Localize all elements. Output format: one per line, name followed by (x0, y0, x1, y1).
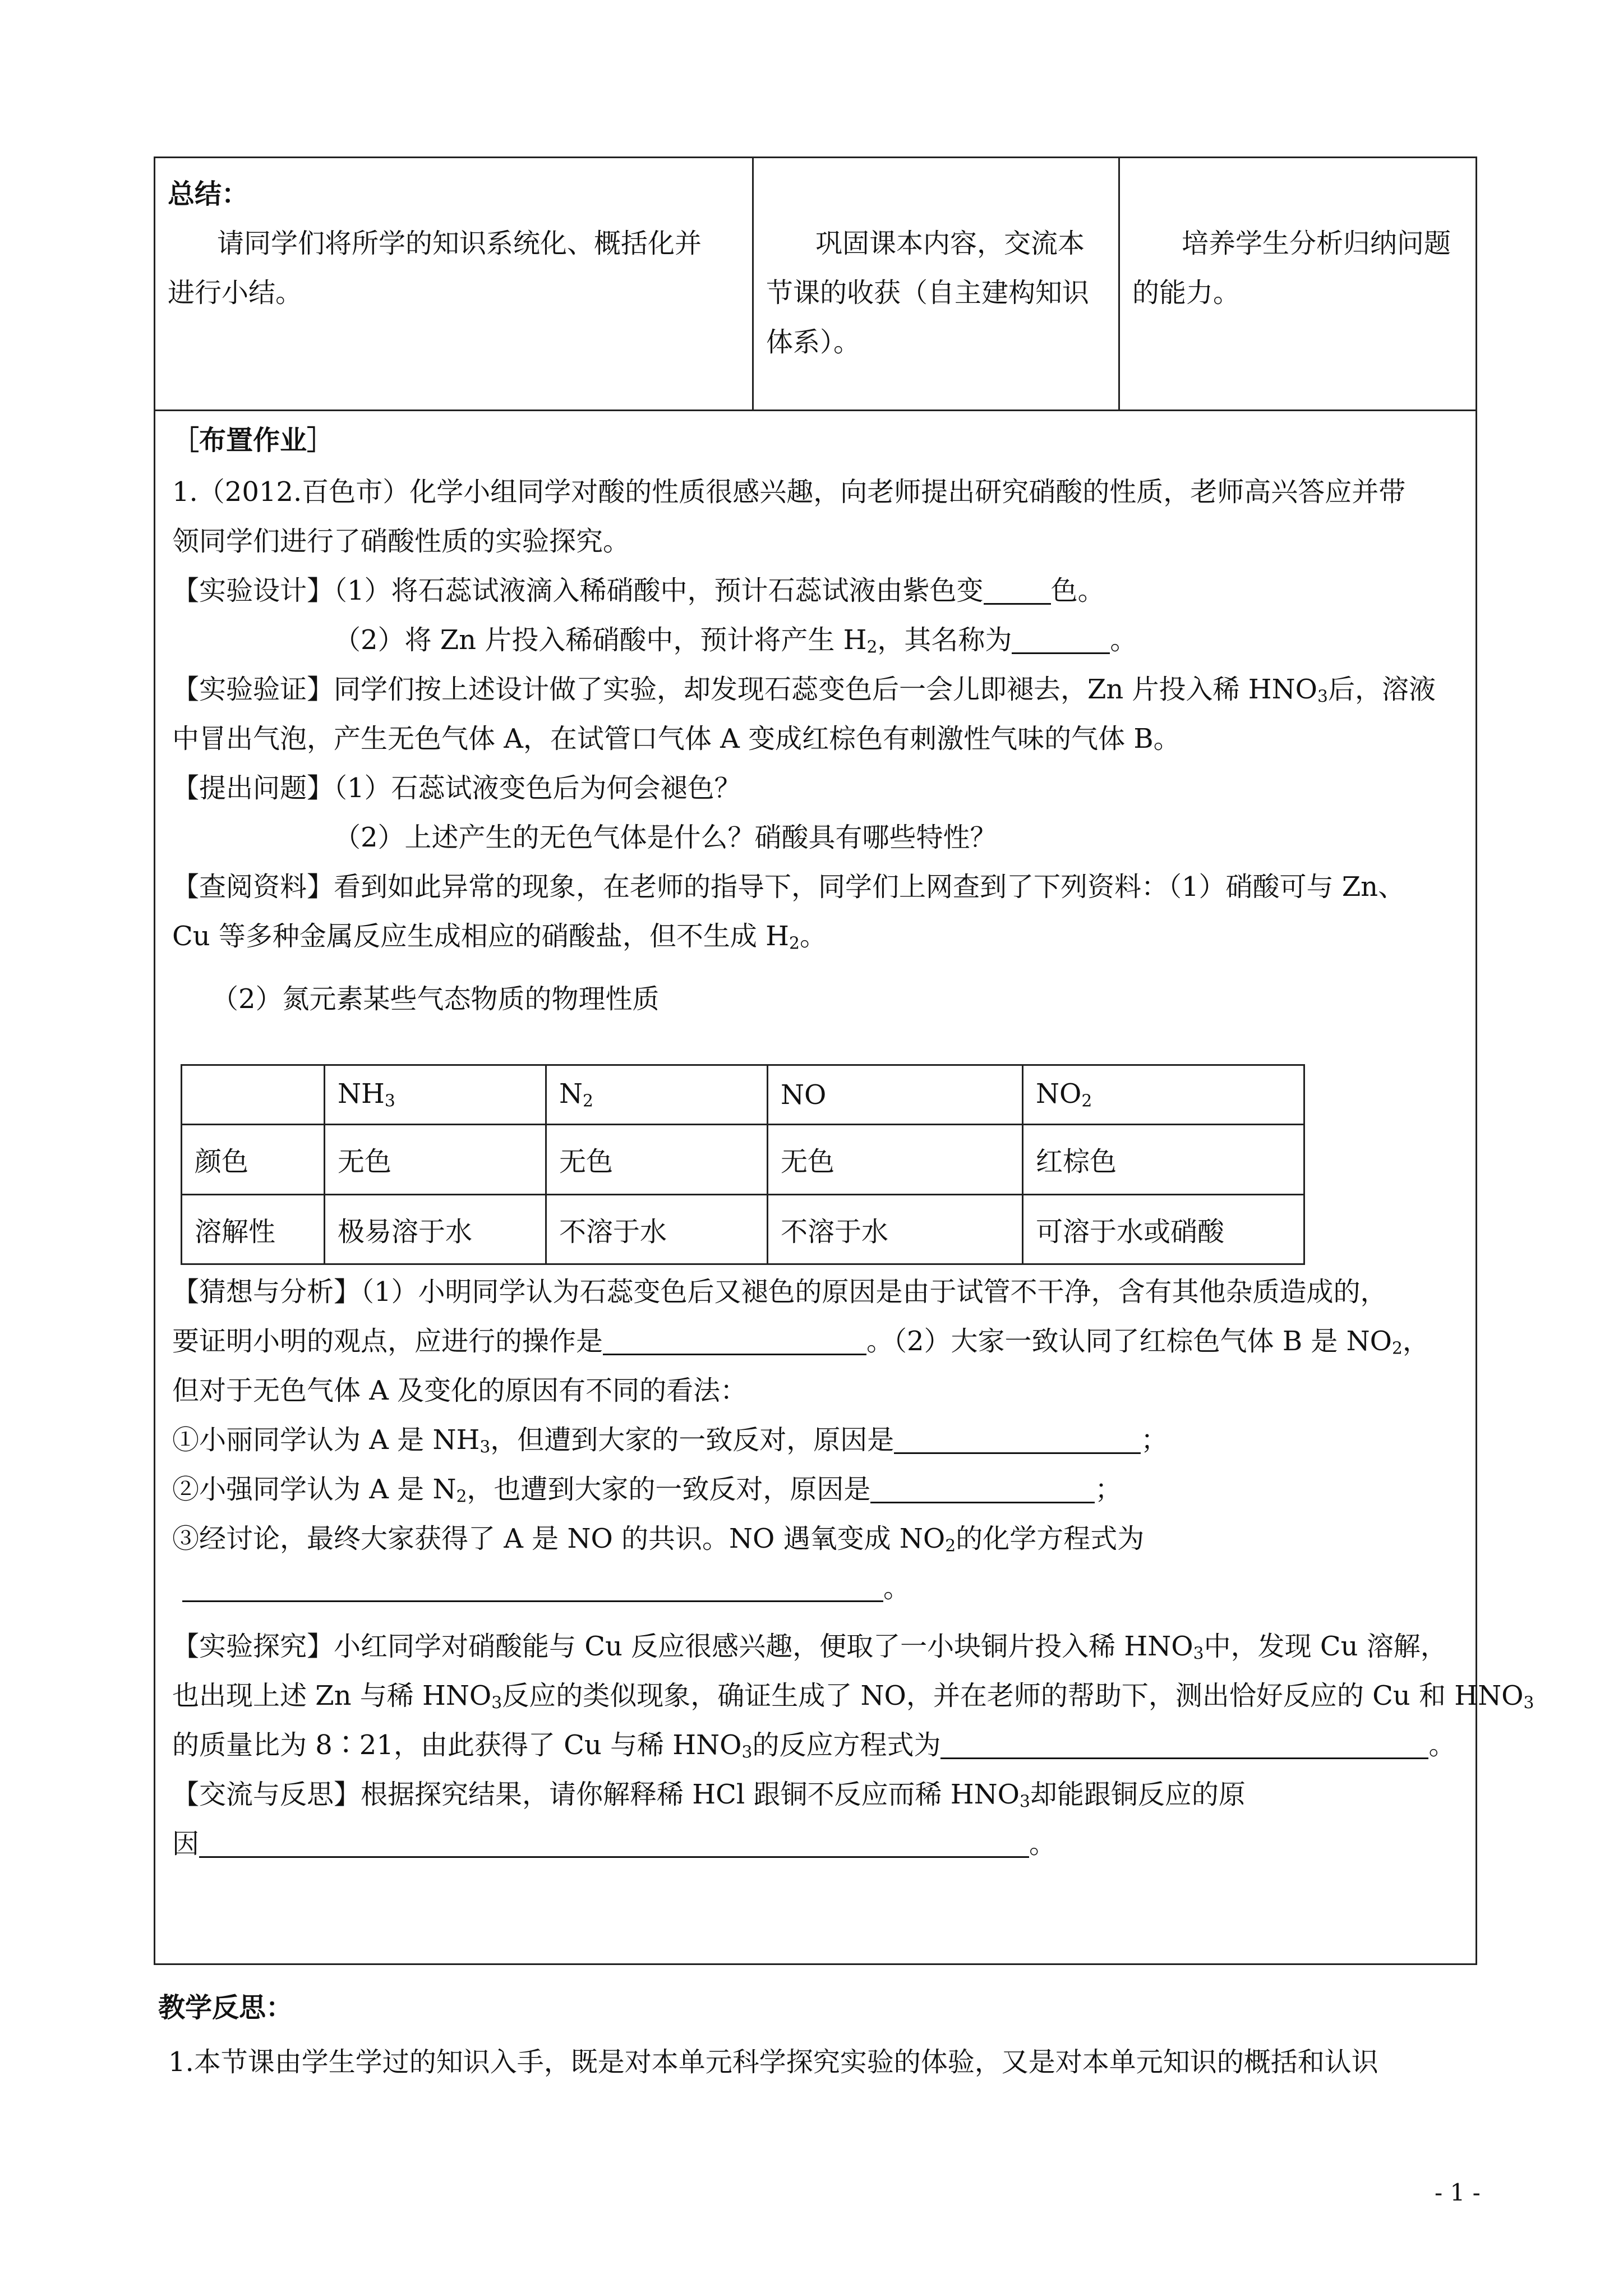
gas-properties-table (181, 1064, 1305, 1265)
guess-line1: 【猜想与分析】（1）小明同学认为石蕊变色后又褪色的原因是由于试管不干净，含有其他杂质造成的， (172, 1276, 1387, 1308)
table-row (182, 1125, 1304, 1194)
question1-line2: 领同学们进行了硝酸性质的实验探究。 (172, 526, 630, 557)
explore-line2: 也出现上述 Zn 与稀 $HNO_3$反应的类似现象，确证生成了 NO，并在老师的帮助下，测出恰好反应的 Cu 和 $HNO_3$ (172, 1680, 1534, 1713)
summary-column-student (754, 158, 1120, 409)
student-activity-line1: 巩固课本内容，交流本 (815, 228, 1085, 259)
opinion-line1: ①小丽同学认为 A 是 $NH_3$，但遭到大家的一致反对，原因是 ； (172, 1424, 1168, 1457)
question1-line1: 1.（2012.百色市）化学小组同学对酸的性质很感兴趣，向老师提出研究硝酸的性质，老师高兴答应并带 (172, 476, 1406, 508)
table-cell: 颜色 (182, 1125, 325, 1194)
data-line3: （2）氮元素某些气态物质的物理性质 (211, 983, 660, 1015)
explore-line1: 【实验探究】小红同学对硝酸能与 Cu 反应很感兴趣，便取了一小块铜片投入稀 $HNO_3$中，发现 Cu 溶解， (172, 1631, 1447, 1664)
explore-line3: 的质量比为 8∶21，由此获得了 Cu 与稀 $HNO_3$的反应方程式为 。 (172, 1729, 1456, 1763)
table-header-n2: $N_2$ (546, 1065, 768, 1125)
table-header-no2: $NO_2$ (1023, 1065, 1304, 1125)
opinion-line3: ③经讨论，最终大家获得了 A 是 NO 的共识。NO 遇氧变成 $NO_2$的化学方程式为 (172, 1523, 1145, 1556)
table-cell: 无色 (768, 1125, 1023, 1194)
design-line1: 【实验设计】（1）将石蕊试液滴入稀硝酸中，预计石蕊试液由紫色变 色。 (172, 575, 1105, 606)
reflect-line2: 因 。 (172, 1828, 1057, 1860)
opinion-line2: ②小强同学认为 A 是 $N_2$，也遭到大家的一致反对，原因是 ； (172, 1474, 1122, 1507)
table-cell: 溶解性 (182, 1194, 325, 1264)
question-line2: （2）上述产生的无色气体是什么？硝酸具有哪些特性？ (334, 822, 997, 853)
table-cell (182, 1065, 325, 1125)
teaching-reflection-title: 教学反思： (158, 1992, 293, 2023)
table-cell: 不溶于水 (546, 1194, 768, 1264)
summary-column-purpose (1120, 158, 1476, 409)
summary-table (154, 157, 1477, 411)
data-line1: 【查阅资料】看到如此异常的现象，在老师的指导下，同学们上网查到了下列资料：（1）硝酸可与 Zn、 (172, 871, 1405, 903)
question-line1: 【提出问题】（1）石蕊试液变色后为何会褪色？ (172, 772, 741, 804)
reflect-line1: 【交流与反思】根据探究结果，请你解释稀 HCl 跟铜不反应而稀 $HNO_3$却能跟铜反应的原 (172, 1779, 1246, 1812)
table-header-no: NO (768, 1065, 1023, 1125)
table-cell: 无色 (546, 1125, 768, 1194)
table-header-row (182, 1065, 1304, 1125)
student-activity-line2: 节课的收获（自主建构知识 (766, 277, 1090, 309)
teaching-reflection-line1: 1.本节课由学生学过的知识入手，既是对本单元科学探究实验的体验，又是对本单元知识的概括和认识 (168, 2046, 1378, 2078)
table-cell: 可溶于水或硝酸 (1023, 1194, 1304, 1264)
design-line2: （2）将 Zn 片投入稀硝酸中，预计将产生 $H_2$，其名称为 。 (334, 624, 1137, 657)
table-cell: 不溶于水 (768, 1194, 1023, 1264)
table-cell: 红棕色 (1023, 1125, 1304, 1194)
purpose-line1: 培养学生分析归纳问题 (1182, 228, 1451, 259)
table-cell: 无色 (325, 1125, 546, 1194)
table-cell: 极易溶于水 (325, 1194, 546, 1264)
purpose-line2: 的能力。 (1132, 277, 1241, 309)
summary-text-line2: 进行小结。 (168, 277, 303, 309)
summary-text-line1: 请同学们将所学的知识系统化、概括化并 (217, 228, 702, 259)
opinion-line3-answer: 。 (182, 1570, 910, 1606)
verify-line1: 【实验验证】同学们按上述设计做了实验，却发现石蕊变色后一会儿即褪去，Zn 片投入稀 $HNO_3$后，溶液 (172, 674, 1436, 707)
homework-title: ［布置作业］ (172, 425, 334, 456)
page-number: - 1 - (1435, 2179, 1481, 2206)
guess-line2: 要证明小明的观点，应进行的操作是 。（2）大家一致认同了红棕色气体 B 是 $NO_2$， (172, 1326, 1430, 1359)
verify-line2: 中冒出气泡，产生无色气体 A，在试管口气体 A 变成红棕色有刺激性气味的气体 B。 (172, 723, 1181, 754)
student-activity-line3: 体系）。 (766, 326, 861, 358)
table-header-nh3: $NH_3$ (325, 1065, 546, 1125)
summary-title: 总结： (168, 178, 249, 210)
summary-column-content (155, 158, 754, 409)
data-line2: Cu 等多种金属反应生成相应的硝酸盐，但不生成 $H_2$。 (172, 921, 827, 954)
table-row (182, 1194, 1304, 1264)
guess-line3: 但对于无色气体 A 及变化的原因有不同的看法： (172, 1375, 748, 1406)
